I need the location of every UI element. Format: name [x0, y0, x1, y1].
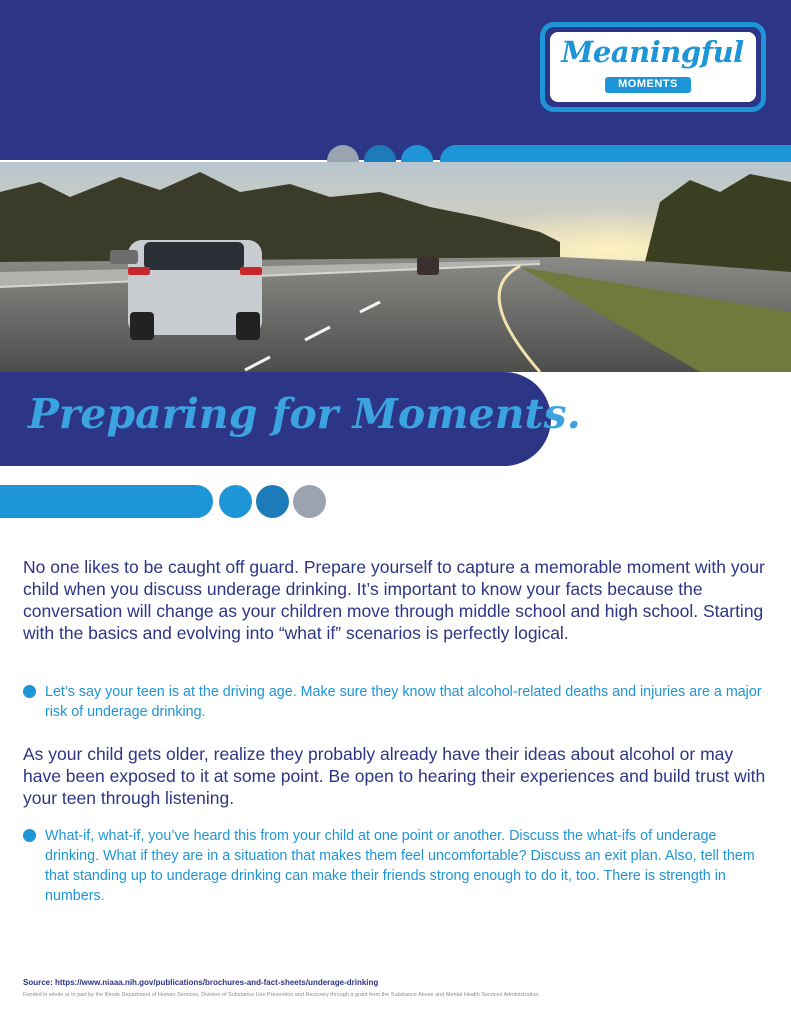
bullet-icon	[23, 685, 36, 698]
logo-script-text: Meaningful	[561, 35, 744, 69]
car-silhouette	[128, 240, 262, 340]
highway-scene-illustration	[0, 162, 791, 372]
intro-paragraph: No one likes to be caught off guard. Prepare yourself to capture a memorable moment with your child when you discuss underage drinking. It’s important to know your facts because the conversation will change as your children move through middle school and high school. Starting with the basics and evolving into “what if” scenarios is perfectly logical.	[23, 557, 765, 643]
decor-pill-bottom	[0, 485, 213, 518]
highway-sunset-photo	[0, 162, 791, 372]
title-banner	[0, 372, 581, 466]
meaningful-moments-logo	[540, 22, 766, 112]
bullet-icon	[23, 829, 36, 842]
source-citation: Source: https://www.niaaa.nih.gov/publications/brochures-and-fact-sheets/underage-drinking	[23, 978, 379, 987]
bullet-text: What-if, what-if, you’ve heard this from your child at one point or another. Discuss the what-ifs of underage drinking. What if they are in a situation that makes them feel uncomfortable? Discuss an exit plan. Also, tell them that standing up to underage drinking can make their friends strong enough to do it, too. There is strength in numbers.	[45, 828, 755, 904]
decor-dot-lightblue-bottom	[219, 485, 252, 518]
older-child-paragraph: As your child gets older, realize they probably already have their ideas about alcohol or may have been exposed to it at some point. Be open to hearing their experiences and build trust with your teen through listening.	[23, 744, 766, 808]
funding-disclaimer: Funded in whole or in part by the Illinois Department of Human Services, Division of Substance Use Prevention and Recovery through a grant from the Substance Abuse and Mental Health Services Administration.	[23, 992, 540, 998]
bullet-text: Let’s say your teen is at the driving age. Make sure they know that alcohol-related deaths and injuries are a major risk of underage drinking.	[45, 684, 762, 720]
decor-dot-blue-bottom	[256, 485, 289, 518]
logo-subtitle: MOMENTS	[618, 78, 678, 90]
decor-dot-grey-bottom	[293, 485, 326, 518]
page-title: Preparing for Moments.	[28, 390, 581, 438]
